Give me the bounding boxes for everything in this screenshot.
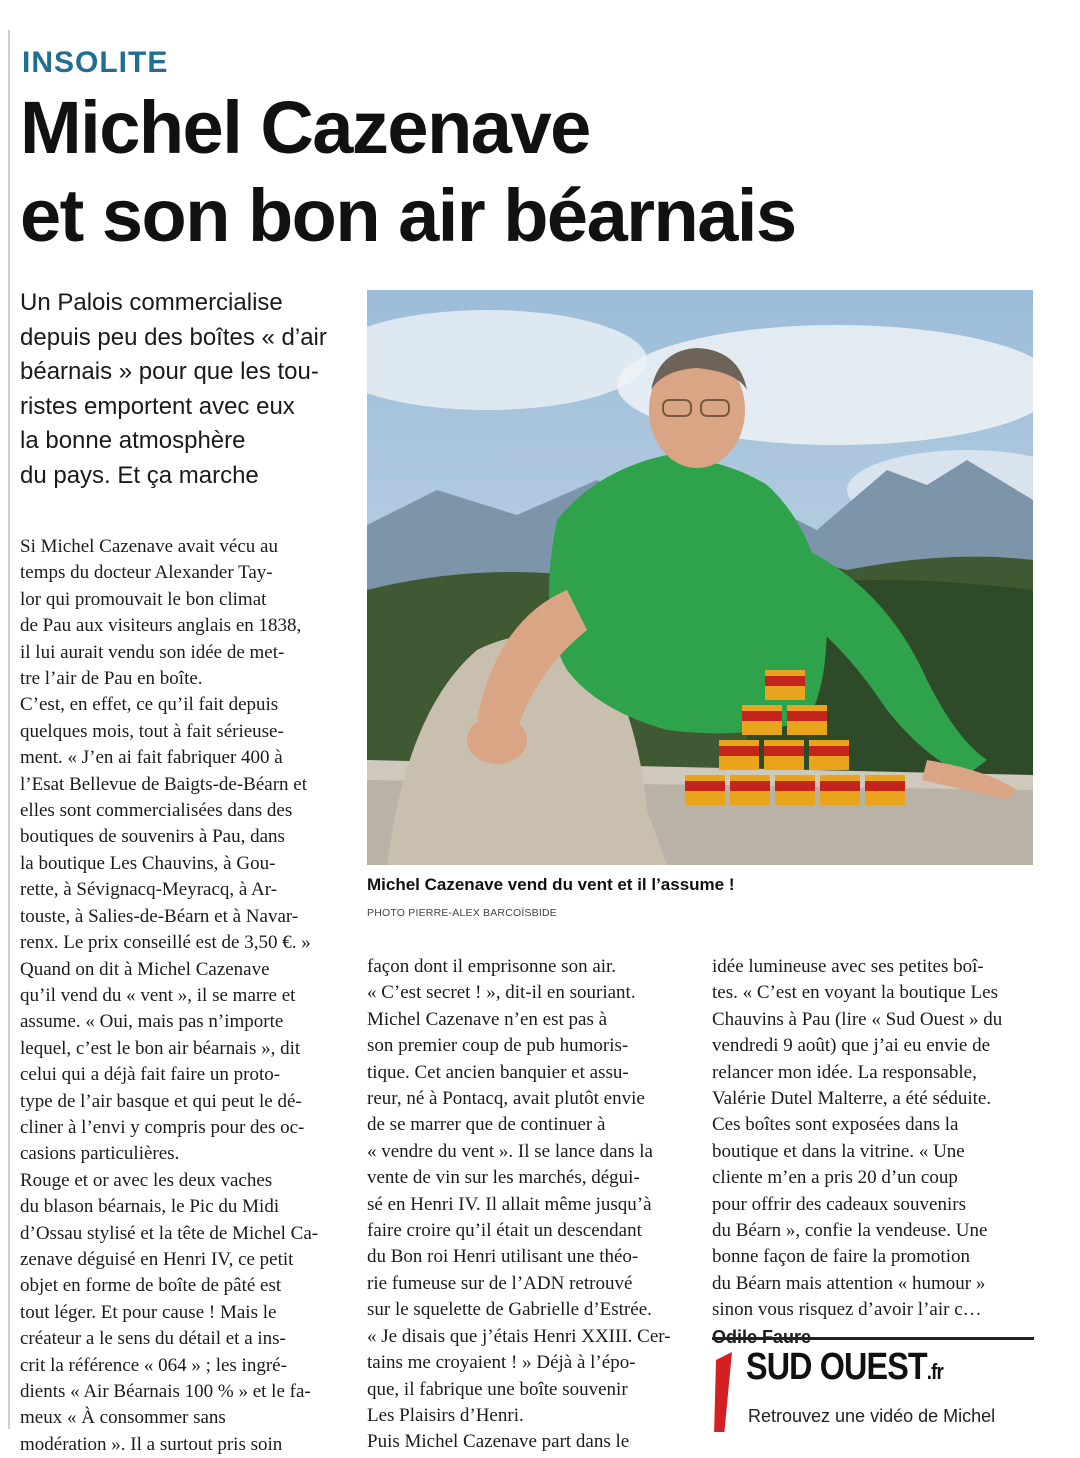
article-line: lequel, c’est le bon air béarnais », dit xyxy=(20,1037,301,1059)
article-column-3 xyxy=(712,954,1034,1350)
article-line: il lui aurait vendu son idée de met- xyxy=(20,641,285,663)
article-column-1 xyxy=(20,534,360,1458)
article-line: type de l’air basque et qui peut le dé- xyxy=(20,1090,302,1112)
article-line: temps du docteur Alexander Tay- xyxy=(20,562,273,584)
article-line: « Je disais que j’étais Henri XXIII. Cer- xyxy=(367,1325,671,1347)
article-line: Les Plaisirs d’Henri. xyxy=(367,1404,524,1426)
article-line: reur, né à Pontacq, avait plutôt envie xyxy=(367,1088,645,1110)
article-column-2 xyxy=(367,954,687,1456)
article-line: lor qui promouvait le bon climat xyxy=(20,588,267,610)
article-line: dients « Air Béarnais 100 % » et le fa- xyxy=(20,1381,311,1402)
article-line: boutiques de souvenirs à Pau, dans xyxy=(20,826,285,848)
sudouest-logo-tld: .fr xyxy=(926,1359,943,1384)
article-line: Ces boîtes sont exposées dans la xyxy=(712,1114,959,1136)
headline-line: et son bon air béarnais xyxy=(20,174,796,257)
article-line: tique. Cet ancien banquier et assu- xyxy=(367,1061,629,1083)
article-line: Quand on dit à Michel Cazenave xyxy=(20,958,270,980)
article-line: la boutique Les Chauvins, à Gou- xyxy=(20,852,276,874)
article-line: créateur a le sens du détail et a ins- xyxy=(20,1328,286,1350)
article-line: d’Ossau stylisé et la tête de Michel Ca- xyxy=(20,1222,319,1244)
article-line: l’Esat Bellevue de Baigts-de-Béarn et xyxy=(20,773,308,795)
article-line: sinon vous risquez d’avoir l’air c… xyxy=(712,1299,982,1321)
article-line: rette, à Sévignacq-Meyracq, à Ar- xyxy=(20,879,278,901)
article-line: boutique et dans la vitrine. « Une xyxy=(712,1140,965,1162)
article-line: du blason béarnais, le Pic du Midi xyxy=(20,1196,280,1218)
article-line: objet en forme de boîte de pâté est xyxy=(20,1275,282,1297)
article-line: celui qui a déjà fait faire un proto- xyxy=(20,1064,281,1086)
article-line: que, il fabrique une boîte souvenir xyxy=(367,1378,628,1400)
section-kicker: INSOLITE xyxy=(22,46,169,79)
author-signature: Odile Faure xyxy=(712,1326,812,1347)
article-line: Valérie Dutel Malterre, a été séduite. xyxy=(712,1088,992,1110)
article-line: relancer mon idée. La responsable, xyxy=(712,1061,977,1083)
article-line: « vendre du vent ». Il se lance dans la xyxy=(367,1140,653,1162)
article-line: de Pau aux visiteurs anglais en 1838, xyxy=(20,615,302,637)
article-line: du Béarn mais attention « humour » xyxy=(712,1272,986,1294)
photo-illustration xyxy=(367,290,1033,865)
article-line: Rouge et or avec les deux vaches xyxy=(20,1169,273,1191)
article-line: son premier coup de pub humoris- xyxy=(367,1035,629,1057)
article-line: idée lumineuse avec ses petites boî- xyxy=(712,956,984,977)
article-line: qu’il vend du « vent », il se marre et xyxy=(20,984,296,1006)
article-line: Si Michel Cazenave avait vécu au xyxy=(20,536,278,557)
article-line: Puis Michel Cazenave part dans le xyxy=(367,1431,630,1453)
article-line: pour offrir des cadeaux souvenirs xyxy=(712,1193,966,1215)
promo-text: Retrouvez une vidéo de Michel xyxy=(748,1406,996,1426)
standfirst-line: depuis peu des boîtes « d’air xyxy=(20,323,327,351)
article-line: tout léger. Et pour cause ! Mais le xyxy=(20,1301,277,1323)
article-line: tre l’air de Pau en boîte. xyxy=(20,668,203,690)
article-line: modération ». Il a surtout pris soin xyxy=(20,1433,283,1455)
article-line: sur le squelette de Gabrielle d’Estrée. xyxy=(367,1299,652,1321)
article-photo xyxy=(367,290,1033,865)
sudouest-logo-name: SUD OUEST xyxy=(746,1346,927,1388)
article-line: C’est, en effet, ce qu’il fait depuis xyxy=(20,694,279,716)
article-line: du Béarn », confie la vendeuse. Une xyxy=(712,1220,988,1242)
photo-caption: Michel Cazenave vend du vent et il l’assume ! xyxy=(367,875,735,894)
article-line: cliner à l’envi y compris pour des oc- xyxy=(20,1116,305,1138)
article-line: touste, à Salies-de-Béarn et à Navar- xyxy=(20,905,299,927)
sudouest-logo xyxy=(746,1346,943,1389)
article-line: ment. « J’en ai fait fabriquer 400 à xyxy=(20,747,283,769)
headline-line: Michel Cazenave xyxy=(20,86,590,169)
headline xyxy=(20,84,1060,260)
standfirst-line: du pays. Et ça marche xyxy=(20,461,259,489)
article-line: quelques mois, tout à fait sérieuse- xyxy=(20,720,284,742)
standfirst-line: Un Palois commercialise xyxy=(20,289,283,316)
article-line: « C’est secret ! », dit-il en souriant. xyxy=(367,982,636,1004)
play-arrow-icon xyxy=(712,1350,734,1432)
article-line: renx. Le prix conseillé est de 3,50 €. » xyxy=(20,932,311,954)
article-line: tes. « C’est en voyant la boutique Les xyxy=(712,982,998,1004)
sudouest-promo-box[interactable] xyxy=(712,1337,1034,1432)
article-line: faire croire qu’il était un descendant xyxy=(367,1220,642,1242)
article-line: assume. « Oui, mais pas n’importe xyxy=(20,1011,284,1033)
article-line: tains me croyaient ! » Déjà à l’épo- xyxy=(367,1352,636,1374)
standfirst xyxy=(20,286,355,493)
article-line: zenave déguisé en Henri IV, ce petit xyxy=(20,1248,294,1270)
article-line: de se marrer que de continuer à xyxy=(367,1114,606,1136)
standfirst-line: ristes emportent avec eux xyxy=(20,392,295,420)
standfirst-line: béarnais » pour que les tou- xyxy=(20,358,319,385)
article-line: crit la référence « 064 » ; les ingré- xyxy=(20,1354,287,1376)
article-line: sé en Henri IV. Il allait même jusqu’à xyxy=(367,1193,652,1215)
article-line: meux « À consommer sans xyxy=(20,1407,226,1429)
article-line: façon dont il emprisonne son air. xyxy=(367,956,617,977)
article-line: elles sont commercialisées dans des xyxy=(20,800,293,822)
article-line: cliente m’en a pris 20 d’un coup xyxy=(712,1167,958,1189)
article-line: rie fumeuse sur de l’ADN retrouvé xyxy=(367,1272,633,1294)
left-column-rule xyxy=(8,30,10,1429)
article-line: bonne façon de faire la promotion xyxy=(712,1246,970,1268)
photo-credit: PHOTO PIERRE-ALEX BARCOÏSBIDE xyxy=(367,907,557,919)
article-line: du Bon roi Henri utilisant une théo- xyxy=(367,1246,639,1268)
article-line: Michel Cazenave n’en est pas à xyxy=(367,1008,608,1030)
article-line: vente de vin sur les marchés, dégui- xyxy=(367,1167,640,1189)
article-line: vendredi 9 août) que j’ai eu envie de xyxy=(712,1035,991,1057)
article-line: casions particulières. xyxy=(20,1143,180,1165)
article-line: Chauvins à Pau (lire « Sud Ouest » du xyxy=(712,1008,1003,1030)
standfirst-line: la bonne atmosphère xyxy=(20,427,246,454)
